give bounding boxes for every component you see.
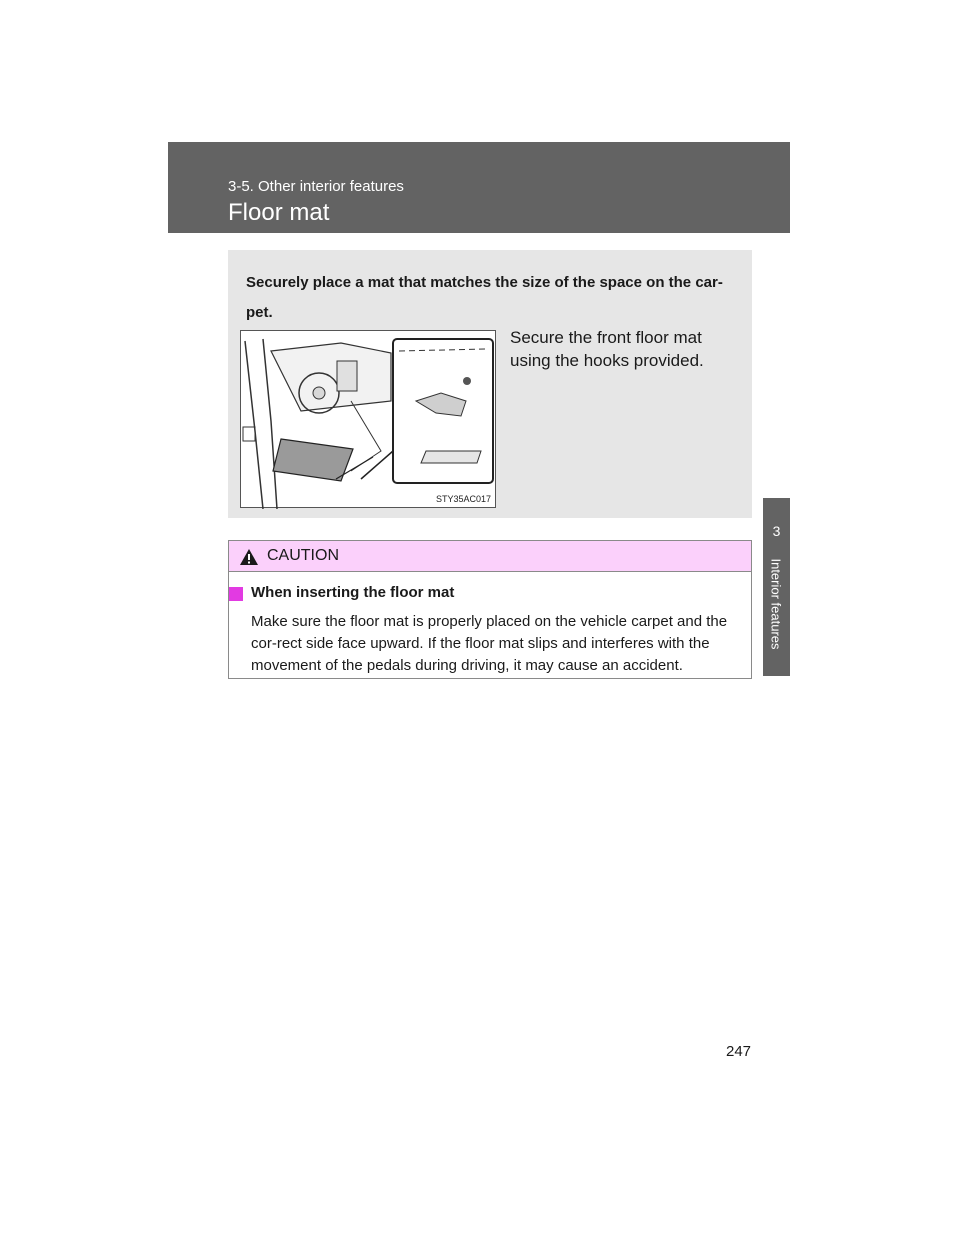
page-number: 247 — [726, 1043, 752, 1060]
chapter-label: Interior features — [768, 558, 784, 650]
chapter-tab — [763, 498, 790, 676]
bullet-square-icon — [229, 587, 243, 601]
caution-item-title: When inserting the floor mat — [251, 584, 455, 601]
caution-box — [228, 540, 752, 679]
chapter-number: 3 — [772, 523, 781, 539]
info-text: Securely place a mat that matches the size of the space on the car-pet. — [246, 274, 723, 321]
callout-line-2: using the hooks provided. — [510, 351, 704, 370]
caution-header — [229, 541, 751, 572]
figure-callout — [510, 326, 704, 372]
caution-item-body: Make sure the floor mat is properly placed on the vehicle carpet and the cor-rect side face upward. If the floor mat slips and interferes with the movement of the pedals during driving, it may cause an accident. — [251, 613, 728, 674]
page-title: Floor mat — [228, 199, 330, 226]
page-header — [168, 142, 790, 233]
floor-mat-illustration — [240, 330, 496, 508]
figure-code: STY35AC017 — [435, 494, 491, 504]
callout-line-1: Secure the front floor mat — [510, 328, 702, 347]
car-interior-drawing — [241, 331, 497, 509]
section-heading: 3-5. Other interior features — [228, 178, 404, 195]
info-box — [228, 250, 752, 518]
caution-heading: CAUTION — [267, 547, 339, 564]
warning-icon — [239, 548, 259, 566]
